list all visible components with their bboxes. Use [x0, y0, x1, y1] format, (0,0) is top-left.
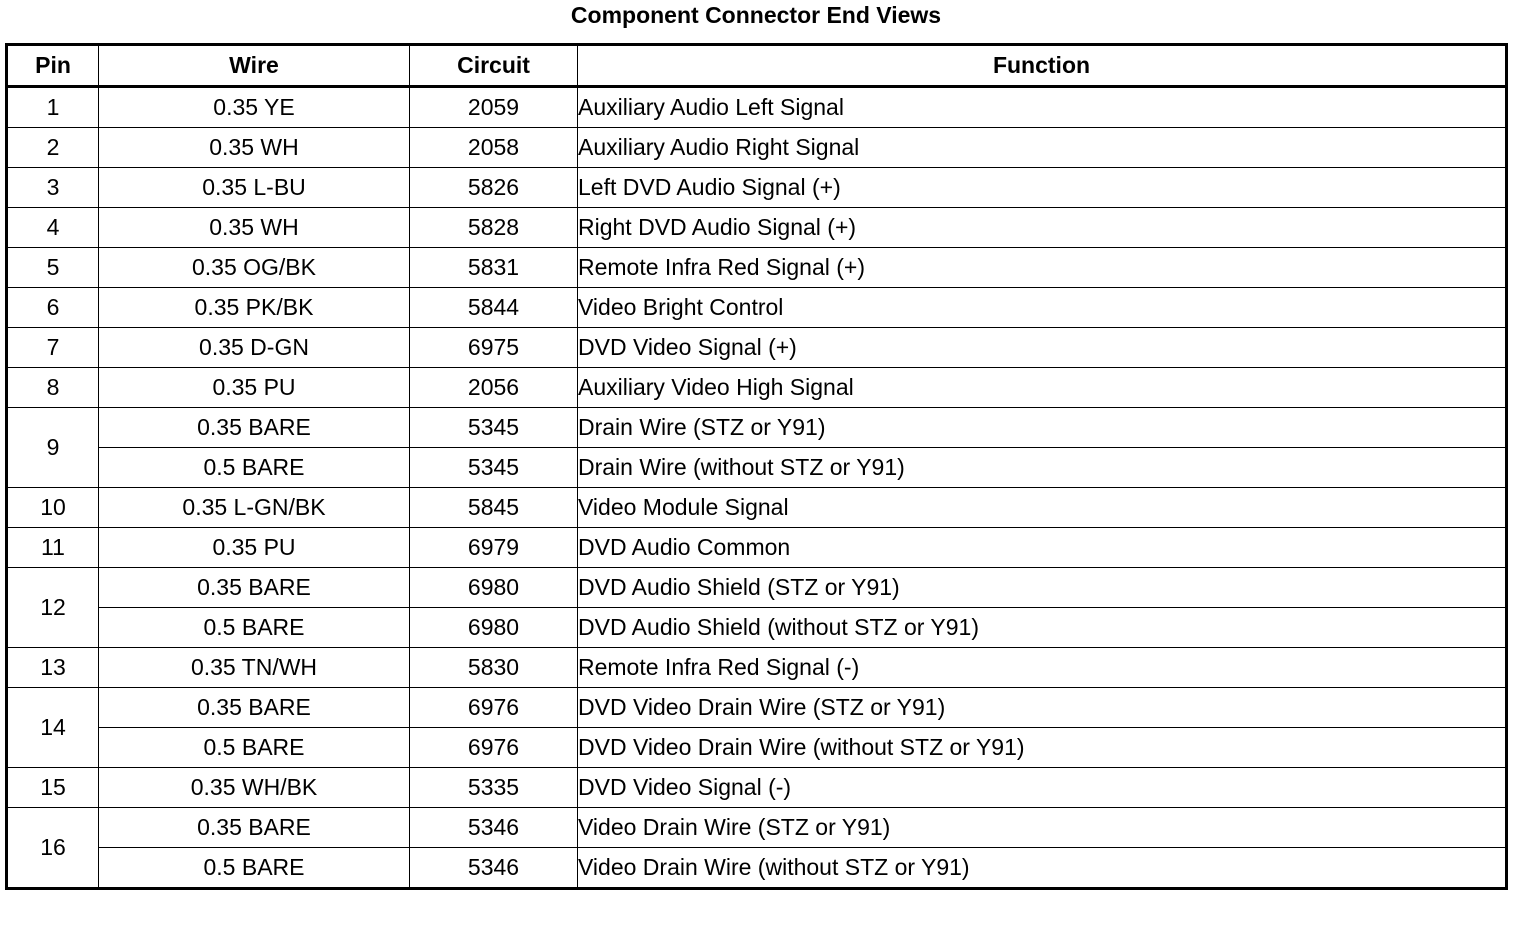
- function-cell: DVD Audio Common: [578, 528, 1507, 568]
- pin-cell: 6: [7, 288, 99, 328]
- wire-cell: 0.35 WH: [99, 128, 410, 168]
- circuit-cell: 2059: [410, 87, 578, 128]
- function-cell: Drain Wire (without STZ or Y91): [578, 448, 1507, 488]
- circuit-cell: 5830: [410, 648, 578, 688]
- circuit-cell: 5831: [410, 248, 578, 288]
- circuit-cell: 5346: [410, 808, 578, 848]
- pin-cell: 2: [7, 128, 99, 168]
- function-cell: DVD Video Drain Wire (STZ or Y91): [578, 688, 1507, 728]
- wire-cell: 0.35 BARE: [99, 808, 410, 848]
- circuit-cell: 6979: [410, 528, 578, 568]
- table-row: [7, 87, 1507, 128]
- circuit-cell: 6976: [410, 688, 578, 728]
- wire-cell: 0.35 BARE: [99, 688, 410, 728]
- wire-cell: 0.5 BARE: [99, 608, 410, 648]
- table-row: [7, 768, 1507, 808]
- header-circuit: Circuit: [410, 45, 578, 87]
- pin-cell: 4: [7, 208, 99, 248]
- table-row: [7, 488, 1507, 528]
- wire-cell: 0.35 PU: [99, 528, 410, 568]
- table-row: [7, 528, 1507, 568]
- table-row: [7, 568, 1507, 608]
- function-cell: Right DVD Audio Signal (+): [578, 208, 1507, 248]
- function-cell: Remote Infra Red Signal (+): [578, 248, 1507, 288]
- pin-cell: 3: [7, 168, 99, 208]
- pin-cell: 11: [7, 528, 99, 568]
- function-cell: Auxiliary Audio Left Signal: [578, 87, 1507, 128]
- wire-cell: 0.35 PK/BK: [99, 288, 410, 328]
- table-row: [7, 408, 1507, 448]
- pin-cell: 16: [7, 808, 99, 889]
- wire-cell: 0.35 WH: [99, 208, 410, 248]
- circuit-cell: 5845: [410, 488, 578, 528]
- table-row: [7, 288, 1507, 328]
- wire-cell: 0.35 WH/BK: [99, 768, 410, 808]
- pin-cell: 9: [7, 408, 99, 488]
- function-cell: DVD Video Signal (+): [578, 328, 1507, 368]
- circuit-cell: 5844: [410, 288, 578, 328]
- table-row: [7, 168, 1507, 208]
- wire-cell: 0.35 D-GN: [99, 328, 410, 368]
- table-row: [7, 128, 1507, 168]
- connector-pinout-table: [5, 43, 1508, 890]
- pin-cell: 1: [7, 87, 99, 128]
- table-row: [7, 208, 1507, 248]
- table-row: [7, 328, 1507, 368]
- header-function: Function: [578, 45, 1507, 87]
- circuit-cell: 5345: [410, 408, 578, 448]
- table-row: [7, 808, 1507, 848]
- wire-cell: 0.5 BARE: [99, 448, 410, 488]
- table-row: [7, 848, 1507, 889]
- wire-cell: 0.35 L-GN/BK: [99, 488, 410, 528]
- table-row: [7, 368, 1507, 408]
- function-cell: Left DVD Audio Signal (+): [578, 168, 1507, 208]
- pin-cell: 5: [7, 248, 99, 288]
- table-row: [7, 248, 1507, 288]
- circuit-cell: 2056: [410, 368, 578, 408]
- circuit-cell: 6976: [410, 728, 578, 768]
- table-row: [7, 648, 1507, 688]
- wire-cell: 0.35 PU: [99, 368, 410, 408]
- circuit-cell: 5346: [410, 848, 578, 889]
- function-cell: Video Module Signal: [578, 488, 1507, 528]
- wire-cell: 0.35 TN/WH: [99, 648, 410, 688]
- function-cell: Auxiliary Audio Right Signal: [578, 128, 1507, 168]
- header-pin: Pin: [7, 45, 99, 87]
- page-title: Component Connector End Views: [570, 2, 942, 28]
- function-cell: Video Drain Wire (without STZ or Y91): [578, 848, 1507, 889]
- function-cell: DVD Audio Shield (STZ or Y91): [578, 568, 1507, 608]
- circuit-cell: 6980: [410, 568, 578, 608]
- pin-cell: 12: [7, 568, 99, 648]
- function-cell: Drain Wire (STZ or Y91): [578, 408, 1507, 448]
- pin-cell: 15: [7, 768, 99, 808]
- table-row: [7, 728, 1507, 768]
- table-row: [7, 688, 1507, 728]
- wire-cell: 0.35 BARE: [99, 408, 410, 448]
- function-cell: Remote Infra Red Signal (-): [578, 648, 1507, 688]
- wire-cell: 0.35 YE: [99, 87, 410, 128]
- function-cell: DVD Video Signal (-): [578, 768, 1507, 808]
- circuit-cell: 2058: [410, 128, 578, 168]
- pin-cell: 8: [7, 368, 99, 408]
- table-row: [7, 608, 1507, 648]
- function-cell: Auxiliary Video High Signal: [578, 368, 1507, 408]
- pin-cell: 7: [7, 328, 99, 368]
- function-cell: Video Bright Control: [578, 288, 1507, 328]
- circuit-cell: 6980: [410, 608, 578, 648]
- wire-cell: 0.35 L-BU: [99, 168, 410, 208]
- pin-cell: 14: [7, 688, 99, 768]
- circuit-cell: 5335: [410, 768, 578, 808]
- function-cell: Video Drain Wire (STZ or Y91): [578, 808, 1507, 848]
- wire-cell: 0.5 BARE: [99, 728, 410, 768]
- wire-cell: 0.5 BARE: [99, 848, 410, 889]
- function-cell: DVD Audio Shield (without STZ or Y91): [578, 608, 1507, 648]
- pin-cell: 13: [7, 648, 99, 688]
- pin-cell: 10: [7, 488, 99, 528]
- circuit-cell: 6975: [410, 328, 578, 368]
- table-row: [7, 448, 1507, 488]
- wire-cell: 0.35 OG/BK: [99, 248, 410, 288]
- circuit-cell: 5828: [410, 208, 578, 248]
- circuit-cell: 5826: [410, 168, 578, 208]
- circuit-cell: 5345: [410, 448, 578, 488]
- function-cell: DVD Video Drain Wire (without STZ or Y91): [578, 728, 1507, 768]
- header-wire: Wire: [99, 45, 410, 87]
- table-header-row: [7, 45, 1507, 87]
- wire-cell: 0.35 BARE: [99, 568, 410, 608]
